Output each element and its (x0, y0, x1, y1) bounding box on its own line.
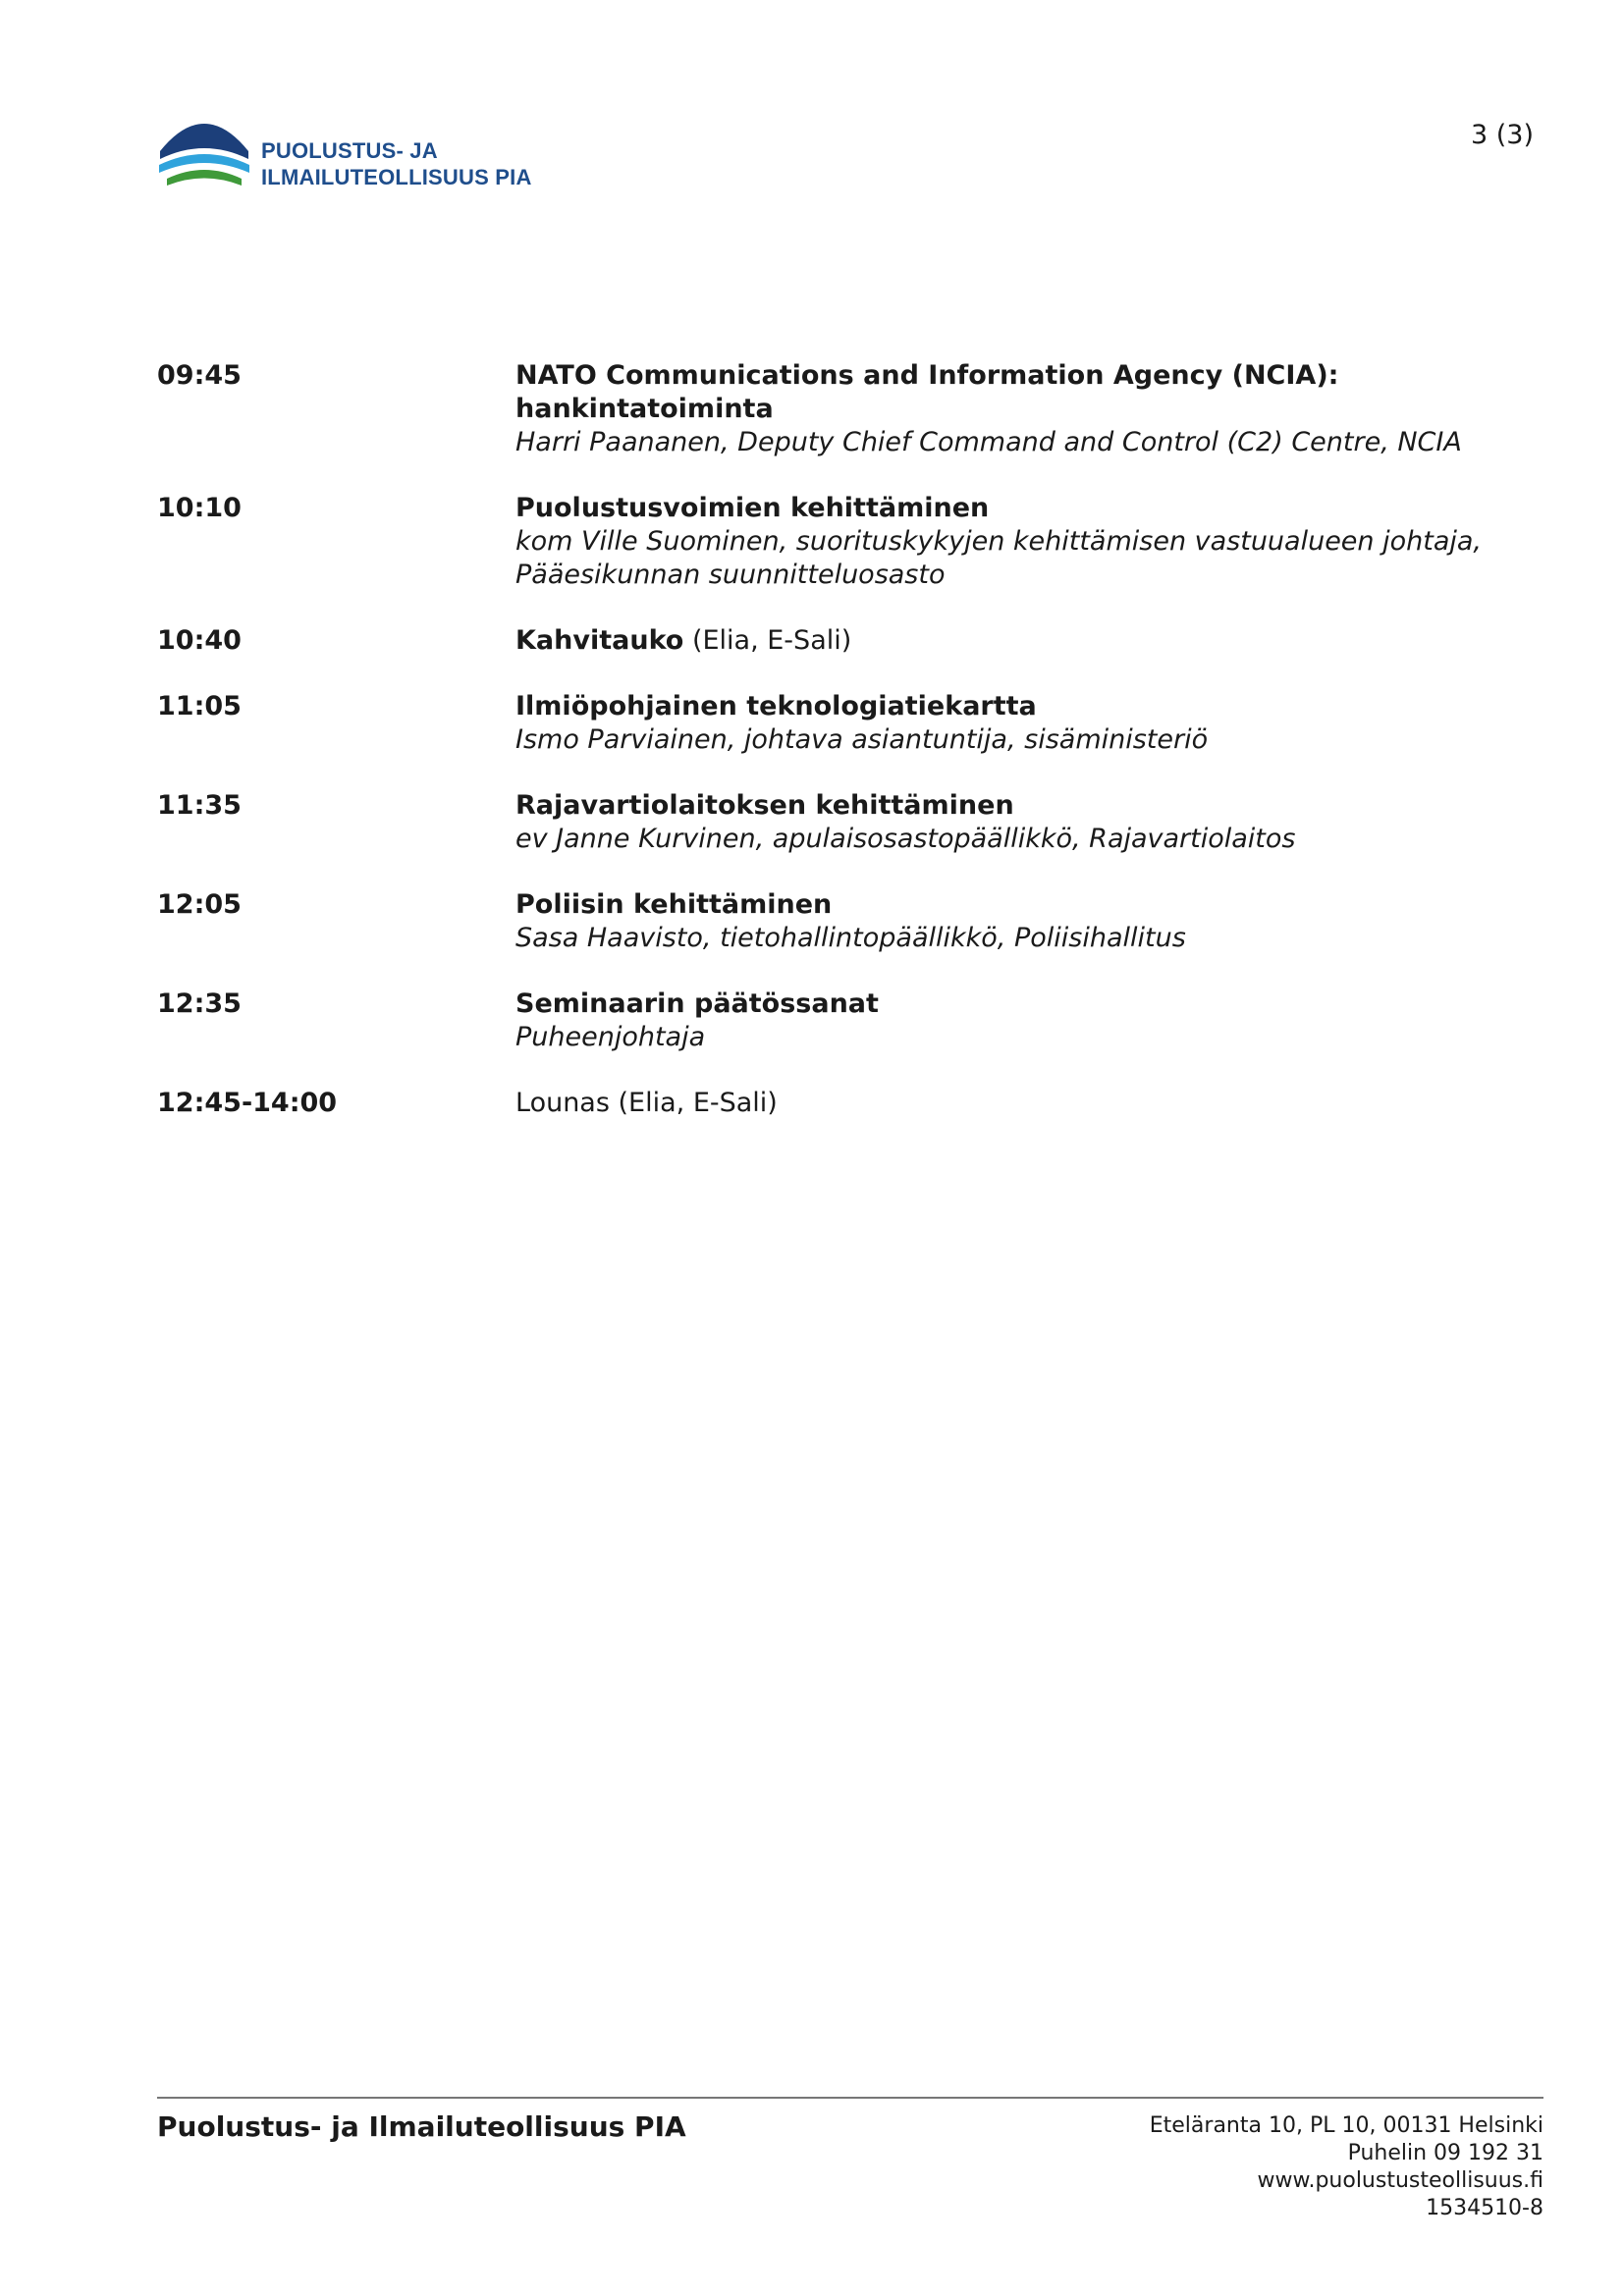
agenda-time: 12:35 (157, 988, 242, 1019)
footer-doc-id: 1534510-8 (1426, 2196, 1543, 2220)
agenda-speaker: Sasa Haavisto, tietohallintopäällikkö, Poliisihallitus (515, 923, 1186, 953)
agenda-time: 10:10 (157, 493, 242, 523)
logo-line-1: PUOLUSTUS- JA (261, 138, 438, 163)
agenda-content (515, 888, 1551, 955)
agenda-time: 12:45-14:00 (157, 1088, 338, 1118)
agenda-title-line (515, 690, 1551, 723)
agenda-title-line (515, 988, 1551, 1021)
agenda-item (157, 624, 1551, 658)
logo-text (261, 137, 532, 190)
logo-line-2: ILMAILUTEOLLISUUS PIA (261, 165, 532, 189)
agenda-speaker: Ismo Parviainen, johtava asiantuntija, sisäministeriö (515, 724, 1209, 755)
agenda-title: Rajavartiolaitoksen kehittäminen (515, 790, 1014, 821)
logo-arcs-icon (155, 114, 253, 192)
agenda-content (515, 690, 1551, 757)
agenda-content (515, 492, 1551, 592)
agenda-content (515, 988, 1551, 1054)
agenda-title: Kahvitauko (515, 625, 684, 656)
page-number: 3 (3) (1470, 120, 1534, 150)
agenda-item (157, 359, 1551, 459)
agenda-item (157, 888, 1551, 955)
agenda-title-line (515, 888, 1551, 922)
footer-website[interactable]: www.puolustusteollisuus.fi (1257, 2168, 1543, 2193)
agenda-item (157, 988, 1551, 1054)
agenda-title-line (515, 789, 1551, 823)
agenda-time: 10:40 (157, 625, 242, 656)
footer-divider (157, 2097, 1543, 2099)
agenda-time: 11:35 (157, 790, 242, 821)
agenda-list (157, 359, 1551, 1152)
agenda-speaker: ev Janne Kurvinen, apulaisosastopäällikkö, Rajavartiolaitos (515, 824, 1296, 854)
agenda-time: 11:05 (157, 691, 242, 721)
agenda-content (515, 789, 1551, 856)
agenda-item (157, 690, 1551, 757)
agenda-title: Seminaarin päätössanat (515, 988, 879, 1019)
agenda-title-line (515, 359, 1551, 426)
agenda-title: NATO Communications and Information Agency (NCIA): hankintatoiminta (515, 360, 1339, 424)
agenda-title-line (515, 492, 1551, 525)
footer-address: Eteläranta 10, PL 10, 00131 Helsinki (1149, 2113, 1543, 2138)
agenda-content (515, 624, 1551, 658)
agenda-item (157, 1087, 1551, 1120)
agenda-content (515, 1087, 1551, 1120)
agenda-plain-text: Lounas (Elia, E-Sali) (515, 1088, 778, 1118)
agenda-title: Puolustusvoimien kehittäminen (515, 493, 990, 523)
agenda-speaker: Harri Paananen, Deputy Chief Command and Control (C2) Centre, NCIA (515, 427, 1462, 457)
agenda-title: Ilmiöpohjainen teknologiatiekartta (515, 691, 1037, 721)
agenda-title-line (515, 624, 1551, 658)
agenda-title-extra: (Elia, E-Sali) (683, 625, 852, 656)
agenda-item (157, 789, 1551, 856)
agenda-title: Poliisin kehittäminen (515, 889, 833, 920)
organization-logo (155, 114, 548, 212)
agenda-content (515, 359, 1551, 459)
agenda-time: 09:45 (157, 360, 242, 391)
agenda-item (157, 492, 1551, 592)
footer-organization: Puolustus- ja Ilmailuteollisuus PIA (157, 2110, 686, 2143)
footer-contact (1150, 2112, 1543, 2222)
agenda-time: 12:05 (157, 889, 242, 920)
footer-phone: Puhelin 09 192 31 (1347, 2141, 1543, 2165)
agenda-speaker: kom Ville Suominen, suorituskykyjen kehittämisen vastuualueen johtaja, Pääesikunnan suunnitteluosasto (515, 526, 1483, 590)
agenda-speaker: Puheenjohtaja (515, 1022, 706, 1052)
